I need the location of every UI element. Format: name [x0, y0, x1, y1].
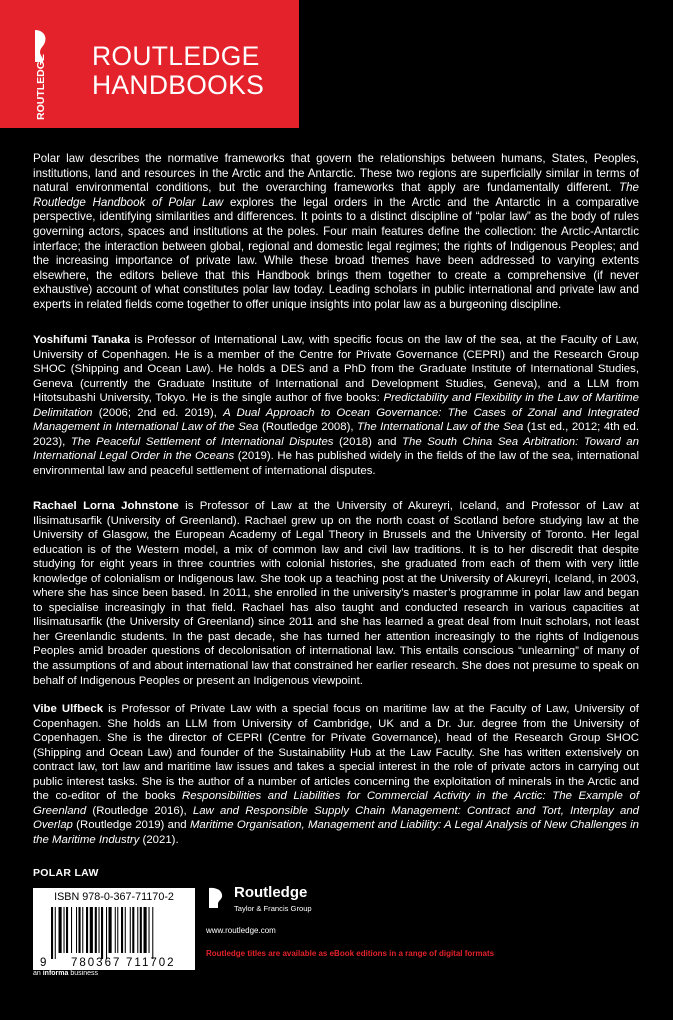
informa-suffix: business: [68, 970, 98, 977]
isbn-number: ISBN 978-0-367-71170-2: [54, 891, 174, 903]
informa-prefix: an: [33, 970, 43, 977]
barcode-bar: [101, 907, 103, 959]
barcode-bar: [71, 907, 72, 953]
barcode-bar: [95, 907, 97, 953]
description-part1: Polar law describes the normative frameworks that govern the relationships between humans, States, Peoples, institutions, land and resources in the Arctic and the Antarctic. These two regions are superficially similar in terms of natural environmental conditions, but the overarching frameworks that apply are fundamentally different.: [33, 152, 639, 195]
series-label: POLAR LAW: [33, 867, 99, 879]
bio-tanaka: [33, 333, 639, 478]
barcode-bar: [125, 907, 126, 953]
bio-text: (2018) and: [333, 435, 403, 448]
routledge-publisher-logo-icon: [206, 886, 228, 910]
barcode-bar: [106, 907, 107, 959]
barcode-bar: [132, 907, 134, 953]
book-description: [33, 152, 639, 313]
informa-name: informa: [42, 970, 69, 977]
informa-business-label: [33, 970, 98, 977]
series-title: [92, 42, 264, 100]
publisher-name: Routledge: [234, 884, 308, 901]
series-title-line2: HANDBOOKS: [92, 70, 265, 100]
barcode-bar: [76, 907, 77, 953]
routledge-handbooks-banner: [0, 0, 299, 128]
book-title: The Routledge Handbook of Polar Law: [33, 181, 639, 209]
barcode-bar: [99, 907, 100, 953]
barcode-bar: [149, 907, 150, 953]
bio-text: (2021).: [139, 833, 179, 846]
bio-johnstone: [33, 499, 639, 688]
bio-text: is Professor of Law at the University of Akureyri, Iceland, and Professor of Law at Ilisimatusarfik (University of Greenland). Rachael grew up on the north coast of Scotland before studying law at the University of Glasgow, the European Academy of Legal Theory in Brussels and the University of Toronto. Her legal education is of the Western model, a mix of common law and civil law traditions. It is to her discredit that despite studying for eight years in three countries with colonial histories, she graduated from each of them with very little knowledge of colonialism or Indigenous law. She took up a teaching post at the University of Akureyri, Iceland, in 2003, where she has since been based. In 2011, she enrolled in the university’s master’s programme in polar law and began to specialise increasingly in that field. Rachael has also taught and conducted research in various capacities at Ilisimatusarfik (the University of Greenland) since 2011 and she has learned a great deal from Inuit scholars, not least her Greenlandic students. In the past decade, she has turned her attention increasingly to the rights of Indigenous Peoples amid broader questions of decolonisation of international law. This entails conscious “unlearning” of many of the assumptions of and about international law that constrained her earlier research. She does not presume to speak on behalf of Indigenous Peoples or present an Indigenous viewpoint.: [33, 500, 639, 687]
series-title-line1: ROUTLEDGE: [92, 41, 260, 71]
barcode-bar: [115, 907, 116, 953]
barcode-bar: [137, 907, 138, 953]
book-title: A Dual Approach to Ocean Governance: The Cases of Zonal and Integrated Management in International Law of the Sea: [33, 406, 639, 434]
barcode-bar: [55, 907, 56, 959]
barcode-digits-left: 780367: [71, 957, 122, 969]
barcode-digits-right: 711702: [126, 957, 176, 969]
description-part2: explores the legal orders in the Arctic and the Antarctic in a comparative perspective, identifying similarities and differences. It points to a distinct discipline of “polar law” as the body of rules governing actors, spaces and institutions at the poles. Four main features define the collection: the Arctic-Antarctic interface; the interaction between global, regional and domestic legal regimes; the rights of Indigenous Peoples; and the increasing importance of private law. While these broad themes have been addressed to varying extents elsewhere, the editors believe that this Handbook brings them together to create a comprehensive (if never exhaustive) account of what constitutes polar law today. Leading scholars in public international and private law and experts in related fields come together to offer unique insights into polar law as a burgeoning discipline.: [33, 195, 639, 311]
barcode-bar: [121, 907, 123, 953]
publisher-group: Taylor & Francis Group: [234, 904, 312, 913]
book-title: The International Law of the Sea: [357, 421, 524, 434]
barcode-bar: [64, 907, 65, 953]
barcode-bar: [79, 907, 81, 953]
routledge-logo-icon: [31, 28, 49, 122]
bio-text: (Routledge 2008),: [258, 421, 358, 434]
bio-text: (2019). He has published widely in the fields of the law of the sea, international environmental law and peaceful settlement of international disputes.: [33, 450, 640, 477]
bio-text: is Professor of Private Law with a special focus on maritime law at the Faculty of Law, University of Copenhagen. She holds an LLM from University of Cambridge, UK and a Dr. Jur. degree from the University of Copenhagen. She is the director of CEPRI (Centre for Private Governance), head of the Research Group SHOC (Shipping and Ocean Law) and founder of the Sustainability Hub at the Law Faculty. She has written extensively on contract law, tort law and maritime law issues and takes a special interest in the role of private actors in carrying out public interest tasks. She is the author of a number of articles concerning the exploitation of minerals in the Arctic and the co-editor of the books: [33, 703, 639, 803]
author-name-johnstone: Rachael Lorna Johnstone: [33, 500, 179, 512]
book-title: Law and Responsible Supply Chain Management: Contract and Tort, Interplay and Overlap: [33, 804, 639, 832]
bio-ulfbeck: [33, 702, 639, 847]
routledge-logo-text: ROUTLEDGE: [35, 54, 47, 120]
publisher-url: www.routledge.com: [206, 926, 276, 935]
barcode-bar: [51, 907, 53, 959]
barcode-bar: [140, 907, 142, 953]
barcode-bar: [59, 907, 62, 953]
book-title: Responsibilities and Liabilities for Commercial Activity in the Arctic: The Example of Greenland: [33, 790, 639, 817]
barcode-digit-first: 9: [40, 957, 47, 969]
bio-text: (1st ed., 2012; 4th ed. 2023),: [33, 421, 640, 448]
ebook-availability-note: Routledge titles are available as eBook editions in a range of digital formats: [206, 949, 495, 958]
bio-text: (Routledge 2019) and: [72, 819, 190, 832]
barcode-bar: [130, 907, 131, 953]
bio-text: is Professor of International Law, with specific focus on the law of the sea, at the Faculty of Law, University of Copenhagen. He is a member of the Centre for Private Governance (CEPRI) and the Research Group SHOC (Shipping and Ocean Law). He holds a DES and a PhD from the Graduate Institute of International Studies, Geneva (currently the Graduate Institute of International and Development Studies, Geneva), and a LLM from Hitotsubashi University, Tokyo. He is the single author of five books:: [33, 334, 639, 405]
book-title: The South China Sea Arbitration: Toward an International Legal Order in the Oceans: [33, 435, 639, 463]
book-title: Predictability and Flexibility in the Law of Maritime Delimitation: [33, 392, 639, 419]
barcode-graphic: [39, 907, 189, 969]
barcode-bar: [90, 907, 93, 953]
bio-text: (2006; 2nd ed. 2019),: [92, 406, 224, 419]
author-name-tanaka: Yoshifumi Tanaka: [33, 334, 131, 346]
barcode-bar: [82, 907, 83, 953]
barcode-bar: [152, 907, 153, 959]
book-title: Maritime Organisation, Management and Liability: A Legal Analysis of New Challenges in the Maritime Industry: [33, 819, 639, 846]
author-name-ulfbeck: Vibe Ulfbeck: [33, 703, 104, 715]
isbn-barcode: [33, 888, 195, 970]
barcode-bar: [66, 907, 68, 953]
barcode-bar: [109, 907, 112, 953]
barcode-bar: [144, 907, 147, 953]
book-title: The Peaceful Settlement of International Disputes: [70, 435, 334, 448]
barcode-bar: [86, 907, 88, 953]
barcode-bar: [117, 907, 118, 953]
bio-text: (Routledge 2016),: [86, 804, 193, 817]
